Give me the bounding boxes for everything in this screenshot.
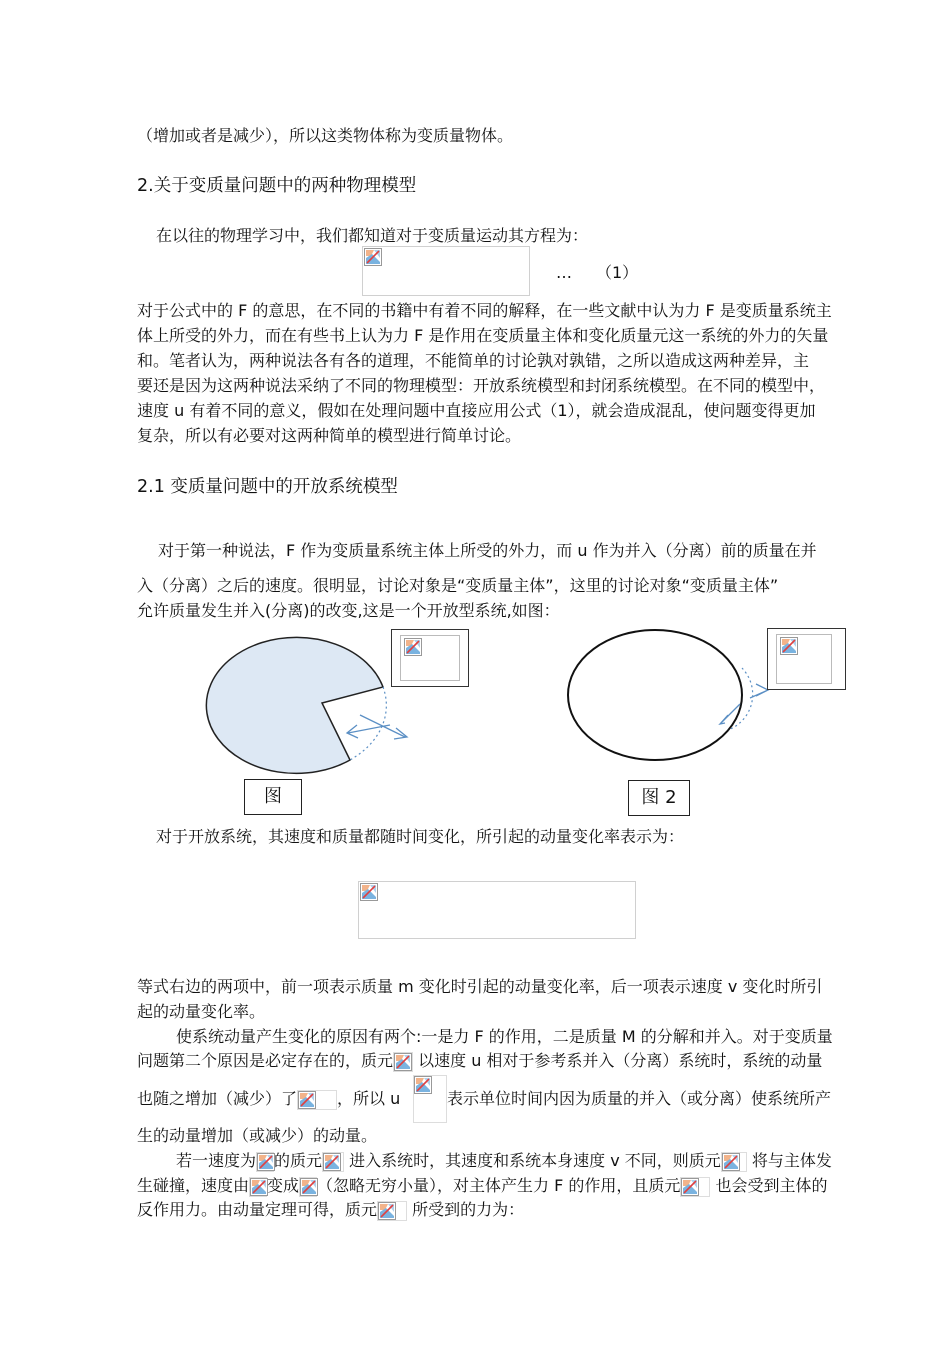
text-line: （增加或者是减少），所以这类物体称为变质量物体。 <box>137 126 514 145</box>
text-line: 和。笔者认为，两种说法各有各的道理，不能简单的讨论孰对孰错，之所以造成这两种差异，主 <box>137 351 810 370</box>
broken-image-icon <box>360 883 378 901</box>
text-line: 生碰撞，速度由 变成 （忽略无穷小量），对主体产生力 F 的作用，且质元 也会受到主体的 <box>137 1176 828 1195</box>
text-line: 对于公式中的 F 的意思，在不同的书籍中有着不同的解释，在一些文献中认为力 F 是变质量系统主 <box>137 301 832 320</box>
text-line: 等式右边的两项中，前一项表示质量 m 变化时引起的动量变化率，后一项表示速度 v 变化时所引 <box>137 977 823 996</box>
equation-dots: … <box>556 263 572 282</box>
formula-image <box>249 1177 267 1197</box>
figure-image <box>391 629 469 687</box>
text-line: 入（分离）之后的速度。很明显，讨论对象是“变质量主体”，这里的讨论对象“变质量主体” <box>137 576 779 595</box>
broken-image-icon <box>722 1153 740 1171</box>
text-line: 若一速度为 的质元 进入系统时，其速度和系统本身速度 v 不同，则质元 将与主体发 <box>176 1151 832 1170</box>
formula-image <box>413 1075 447 1123</box>
formula-image <box>393 1052 413 1072</box>
broken-image-icon <box>378 1202 396 1220</box>
broken-image-icon <box>414 1076 432 1094</box>
formula-image <box>680 1177 710 1197</box>
broken-image-icon <box>323 1153 341 1171</box>
broken-image-icon <box>298 1091 316 1109</box>
text-line: 对于第一种说法，F 作为变质量系统主体上所受的外力，而 u 作为并入（分离）前的质量在并 <box>158 541 817 560</box>
broken-image-icon <box>364 248 382 266</box>
text-line: 要还是因为这两种说法采纳了不同的物理模型：开放系统模型和封闭系统模型。在不同的模型中， <box>137 376 826 395</box>
text-line: 也随之增加（减少）了 ，所以 u <box>137 1089 401 1108</box>
text-line: 速度 u 有着不同的意义，假如在处理问题中直接应用公式（1），就会造成混乱，使问题变得更加 <box>137 401 816 420</box>
section-heading: 2.1 变质量问题中的开放系统模型 <box>137 477 398 497</box>
text-line: 使系统动量产生变化的原因有两个:一是力 F 的作用，二是质量 M 的分解和并入。对于变质量 <box>176 1027 833 1046</box>
figure-caption: 图 2 <box>628 780 690 816</box>
formula-image <box>299 1177 317 1197</box>
equation-image <box>362 246 530 296</box>
formula-image <box>256 1152 274 1172</box>
equation-number: （1） <box>596 263 639 282</box>
formula-image <box>721 1152 747 1172</box>
text-line: 起的动量变化率。 <box>137 1002 266 1021</box>
formula-image <box>297 1090 337 1110</box>
text-line: 表示单位时间内因为质量的并入（或分离）使系统所产 <box>447 1089 832 1108</box>
formula-image <box>377 1201 407 1221</box>
text-line: 对于开放系统，其速度和质量都随时间变化，所引起的动量变化率表示为： <box>156 827 685 846</box>
text-line: 允许质量发生并入(分离)的改变,这是一个开放型系统,如图： <box>137 601 560 620</box>
figure-2-diagram <box>560 620 790 770</box>
figure-caption: 图 <box>244 779 302 815</box>
arrow-icon <box>360 715 407 739</box>
figure-image <box>767 628 846 690</box>
text-line: 问题第二个原因是必定存在的，质元 以速度 u 相对于参考系并入（分离）系统时，系统的动量 <box>137 1051 823 1070</box>
broken-image-icon <box>681 1178 699 1196</box>
text-line: 反作用力。由动量定理可得，质元 所受到的力为： <box>137 1200 525 1219</box>
broken-image-icon <box>257 1153 275 1171</box>
text-line: 在以往的物理学习中，我们都知道对于变质量运动其方程为： <box>156 226 589 245</box>
broken-image-icon <box>250 1178 268 1196</box>
broken-image-icon <box>300 1178 318 1196</box>
formula-image <box>322 1152 344 1172</box>
equation-image <box>358 881 636 939</box>
broken-image-icon <box>394 1053 412 1071</box>
text-line: 生的动量增加（或减少）的动量。 <box>137 1126 378 1145</box>
section-heading: 2.关于变质量问题中的两种物理模型 <box>137 176 417 196</box>
text-line: 体上所受的外力，而在有些书上认为力 F 是作用在变质量主体和变化质量元这一系统的外力的矢量 <box>137 326 829 345</box>
text-line: 复杂，所以有必要对这两种简单的模型进行简单讨论。 <box>137 426 522 445</box>
